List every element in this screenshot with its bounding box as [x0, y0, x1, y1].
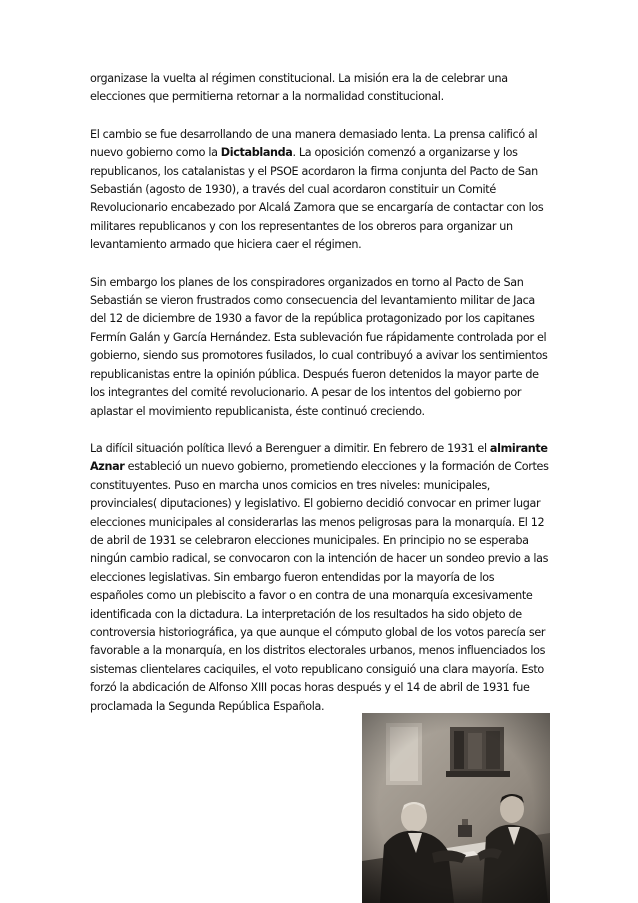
bold-term-almirante-aznar: almirante Aznar — [90, 441, 548, 474]
paragraph-elections — [90, 440, 550, 716]
paragraph-text: La difícil situación política llevó a Berenguer a dimitir. En febrero de 1931 el — [90, 441, 490, 455]
historical-photo-image — [362, 713, 550, 903]
paragraph-text: Sin embargo los planes de los conspiradores organizados en torno al Pacto de San Sebastián se vieron frustrados como consecuencia del levantamiento militar de Jaca del 12 de diciembre de 1930 a favor de la república protagonizado por los capitanes Fermín Galán y García Hernández. Esta sublevación fue rápidamente controlada por el gobierno, siendo sus promotores fusilados, lo cual contribuyó a avivar los sentimientos republicanistas entre la opinión pública. Después fueron detenidos la mayor parte de los integrantes del comité revolucionario. A pesar de los intentos del gobierno por aplastar el movimiento republicanista, éste continuó creciendo. — [90, 275, 548, 418]
paragraph-text: estableció un nuevo gobierno, prometiendo elecciones y la formación de Cortes constituyentes. Puso en marcha unos comicios en tres niveles: municipales, provinciales( diputaciones) y legislativo. El gobierno decidió convocar en primer lugar elecciones municipales al considerarlas las menos peligrosas para la monarquía. El 12 de abril de 1931 se celebraron elecciones municipales. En principio no se esperaba ningún cambio radical, se convocaron con la intención de hacer un sondeo previo a las elecciones legislativas. Sin embargo fueron entendidas por la mayoría de los españoles como un plebiscito a favor o en contra de una monarquía excesivamente identificada con la dictadura. La interpretación de los resultados ha sido objeto de controversia historiográfica, ya que aunque el cómputo global de los votos parecía ser favorable a la monarquía, en los distritos electorales urbanos, menos influenciados los sistemas clientelares caciquiles, el voto republicano consiguió una clara mayoría. Esto forzó la abdicación de Alfonso XIII pocas horas después y el 14 de abril de 1931 fue proclamada la Segunda República Española. — [90, 460, 549, 713]
document-body — [90, 70, 550, 735]
paragraph-text: organizase la vuelta al régimen constitucional. La misión era la de celebrar una elecciones que permitierna retornar a la normalidad constitucional. — [90, 72, 508, 104]
bold-term-dictablanda: Dictablanda — [220, 146, 293, 160]
paragraph-intro — [90, 70, 550, 107]
paragraph-dictablanda — [90, 126, 550, 255]
historical-photo — [362, 713, 550, 903]
paragraph-jaca — [90, 274, 550, 421]
paragraph-text: El cambio se fue desarrollando de una manera demasiado lenta. La prensa calificó al nuevo gobierno como la — [90, 127, 538, 160]
paragraph-text: . La oposición comenzó a organizarse y los republicanos, los catalanistas y el PSOE acordaron la firma conjunta del Pacto de San Sebastián (agosto de 1930), a través del cual acordaron constituir un Comité Revolucionario encabezado por Alcalá Zamora que se encargaría de contactar con los militares republicanos y con los representantes de los obreros para organizar un levantamiento armado que hiciera caer el régimen. — [90, 146, 544, 252]
